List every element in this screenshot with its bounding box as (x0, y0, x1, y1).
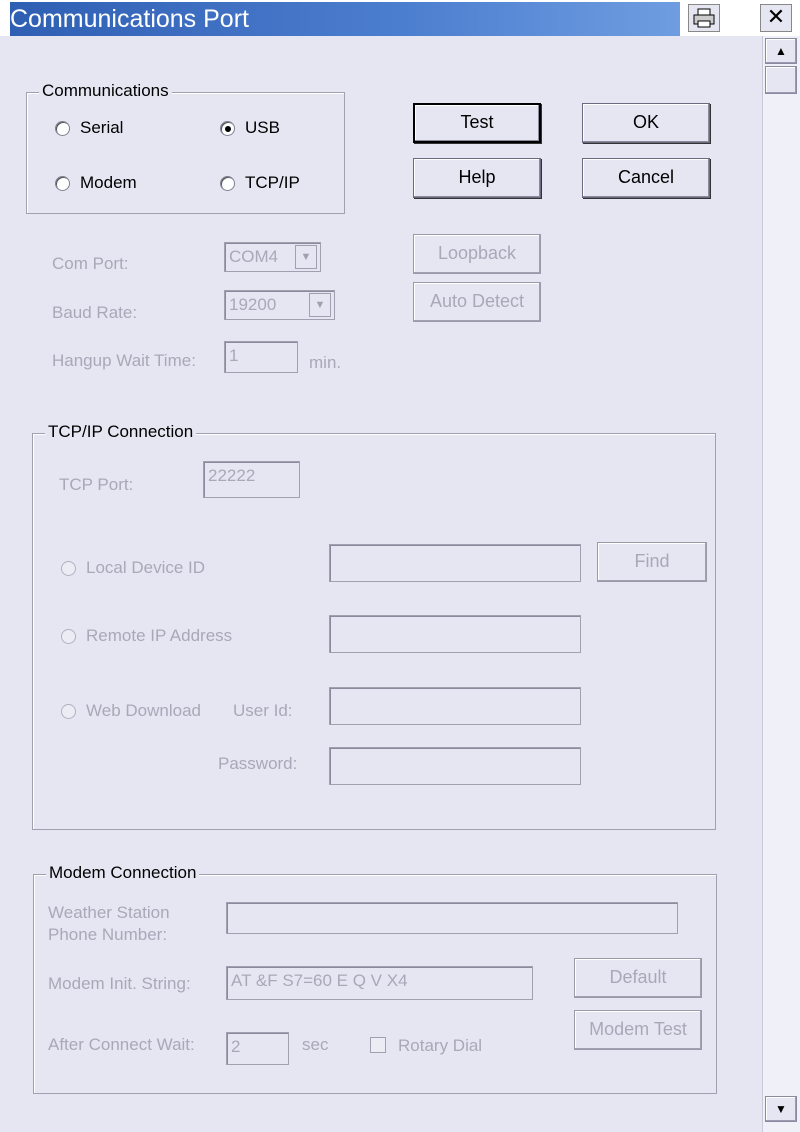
communications-group (26, 81, 345, 214)
modem-init-input[interactable]: AT &F S7=60 E Q V X4 (226, 966, 533, 1000)
serial-radio-label: Serial (80, 118, 124, 137)
after-connect-wait-input[interactable]: 2 (226, 1032, 289, 1065)
phone-number-label-line1: Weather Station (48, 903, 170, 922)
usb-radio[interactable] (220, 117, 280, 139)
modem-test-button[interactable]: Modem Test (574, 1010, 702, 1050)
default-button[interactable]: Default (574, 958, 702, 998)
tcpip-radio-label: TCP/IP (245, 173, 300, 192)
com-port-value: COM4 (229, 247, 279, 266)
password-label: Password: (218, 754, 298, 773)
dialog-client (0, 36, 762, 1132)
usb-radio-circle[interactable] (220, 121, 235, 136)
modem-radio[interactable] (55, 172, 137, 194)
serial-radio[interactable] (55, 117, 123, 139)
tcpip-radio[interactable] (220, 172, 300, 194)
password-input[interactable] (329, 747, 581, 785)
remote-ip-radio-circle[interactable] (61, 629, 76, 644)
com-port-label: Com Port: (52, 254, 129, 273)
test-button[interactable]: Test (413, 103, 541, 143)
modem-group-label: Modem Connection (46, 863, 199, 883)
cancel-button[interactable]: Cancel (582, 158, 710, 198)
modem-connection-group (33, 863, 717, 1094)
user-id-label: User Id: (233, 701, 293, 720)
phone-number-label-line2: Phone Number: (48, 925, 168, 944)
remote-ip-label: Remote IP Address (86, 626, 233, 645)
local-device-label: Local Device ID (86, 558, 206, 577)
close-icon[interactable]: ✕ (760, 4, 792, 32)
com-port-select[interactable] (224, 242, 321, 272)
user-id-input[interactable] (329, 687, 581, 725)
web-download-radio[interactable] (61, 700, 201, 722)
find-button[interactable]: Find (597, 542, 707, 582)
modem-radio-circle[interactable] (55, 176, 70, 191)
tcpip-connection-group (32, 422, 716, 830)
baud-rate-select[interactable] (224, 290, 335, 320)
printer-icon[interactable] (688, 4, 720, 32)
scroll-down-button[interactable]: ▼ (765, 1096, 797, 1122)
baud-rate-label: Baud Rate: (52, 303, 138, 322)
scroll-thumb[interactable] (765, 66, 797, 94)
title-bar (0, 0, 800, 36)
communications-group-label: Communications (39, 81, 172, 101)
tcpip-group-label: TCP/IP Connection (45, 422, 196, 442)
baud-rate-value: 19200 (229, 295, 277, 314)
local-device-radio-circle[interactable] (61, 561, 76, 576)
hangup-unit-label: min. (309, 353, 342, 372)
chevron-down-icon[interactable]: ▼ (295, 245, 317, 269)
local-device-id-input[interactable] (329, 544, 581, 582)
vertical-scrollbar[interactable] (762, 36, 800, 1132)
tcp-port-label: TCP Port: (59, 475, 134, 494)
after-connect-wait-label: After Connect Wait: (48, 1035, 195, 1054)
usb-radio-label: USB (245, 118, 280, 137)
modem-init-label: Modem Init. String: (48, 974, 191, 993)
remote-ip-radio[interactable] (61, 625, 232, 647)
hangup-wait-input[interactable]: 1 (224, 341, 298, 373)
tcpip-radio-circle[interactable] (220, 176, 235, 191)
window-title: Communications Port (10, 2, 680, 36)
hangup-wait-label: Hangup Wait Time: (52, 351, 196, 370)
help-button[interactable]: Help (413, 158, 541, 198)
loopback-button[interactable]: Loopback (413, 234, 541, 274)
rotary-dial-label: Rotary Dial (398, 1036, 483, 1055)
scroll-up-button[interactable]: ▲ (765, 38, 797, 64)
local-device-radio[interactable] (61, 557, 205, 579)
auto-detect-button[interactable]: Auto Detect (413, 282, 541, 322)
modem-radio-label: Modem (80, 173, 137, 192)
web-download-label: Web Download (86, 701, 201, 720)
chevron-down-icon[interactable]: ▼ (309, 293, 331, 317)
ok-button[interactable]: OK (582, 103, 710, 143)
wait-unit-label: sec (302, 1035, 329, 1054)
phone-number-input[interactable] (226, 902, 678, 934)
tcp-port-input[interactable]: 22222 (203, 461, 300, 498)
serial-radio-circle[interactable] (55, 121, 70, 136)
web-download-radio-circle[interactable] (61, 704, 76, 719)
remote-ip-input[interactable] (329, 615, 581, 653)
rotary-dial-checkbox[interactable] (370, 1037, 386, 1053)
